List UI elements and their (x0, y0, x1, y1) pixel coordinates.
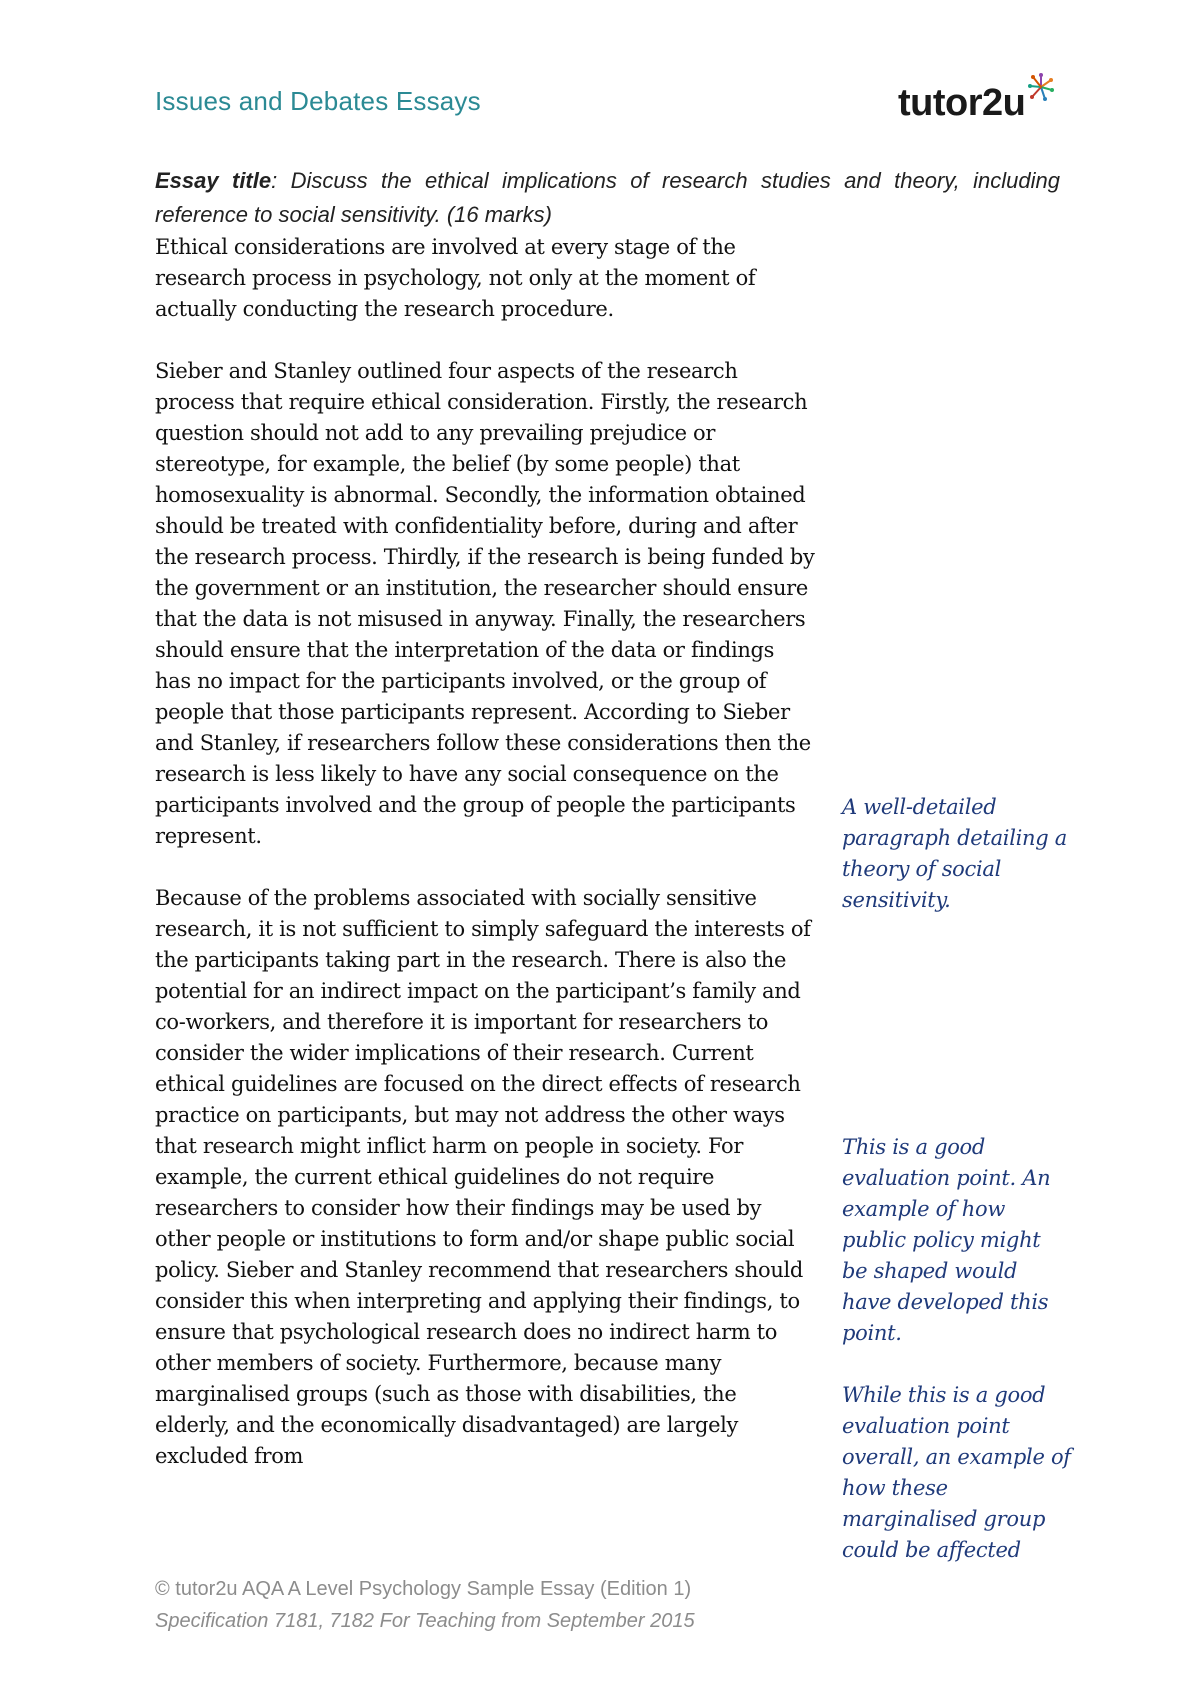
sparkle-icon (1026, 72, 1056, 102)
essay-paragraph-sieber-stanley: Sieber and Stanley outlined four aspects of the research process that require ethical consideration. Firstly, the research question should not add to any prevailing prejudice or stereotype, for example, the belief (by some people) that homosexuality is abnormal. Secondly, the information obtained should be treated with confidentiality before, during and after the research process. Thirdly, if the research is being funded by the government or an institution, the researcher should ensure that the data is not misused in anyway. Finally, the researchers should ensure that the interpretation of the data or findings has no impact for the participants involved, or the group of people that those participants represent. According to Sieber and Stanley, if researchers follow these considerations then the research is less likely to have any social consequence on the participants involved and the group of people the participants represent. (155, 359, 815, 848)
margin-note-marginalised: While this is a good evaluation point overall, an example of how these marginalised group could be affected (842, 1383, 1071, 1562)
footer-specification: Specification 7181, 7182 For Teaching from September 2015 (155, 1610, 695, 1632)
footer-copyright: © tutor2u AQA A Level Psychology Sample Essay (Edition 1) (155, 1578, 692, 1600)
essay-paragraph-evaluation: Because of the problems associated with socially sensitive research, it is not sufficient to simply safeguard the interests of the participants taking part in the research. There is also the potential for an indirect impact on the participant’s family and co-workers, and therefore it is important for researchers to consider the wider implications of their research. Current ethical guidelines are focused on the direct effects of research practice on participants, but may not address the other ways that research might inflict harm on people in society. For example, the current ethical guidelines do not require researchers to consider how their findings may be used by other people or institutions to form and/or shape public social policy. Sieber and Stanley recommend that researchers should consider this when interpreting and applying their findings, to ensure that psychological research does no indirect harm to other members of society. Furthermore, because many marginalised groups (such as those with disabilities, the elderly, and the economically disadvantaged) are largely excluded from (155, 886, 811, 1468)
essay-title-label: Essay title (155, 168, 272, 193)
tutor2u-logo (898, 72, 1068, 132)
essay-body (155, 232, 815, 1503)
essay-title-text: : Discuss the ethical implications of research studies and theory, including reference to social sensitivity. (16 marks) (155, 168, 1061, 227)
essay-title (155, 164, 1060, 232)
page-header-title: Issues and Debates Essays (155, 86, 481, 116)
logo-text: tutor2u (898, 82, 1026, 124)
margin-note-evaluation: This is a good evaluation point. An example of how public policy might be shaped would have developed this point. (842, 1135, 1051, 1345)
margin-note-theory: A well-detailed paragraph detailing a theory of social sensitivity. (842, 795, 1068, 912)
essay-paragraph-intro: Ethical considerations are involved at every stage of the research process in psychology, not only at the moment of actually conducting the research procedure. (155, 235, 756, 321)
